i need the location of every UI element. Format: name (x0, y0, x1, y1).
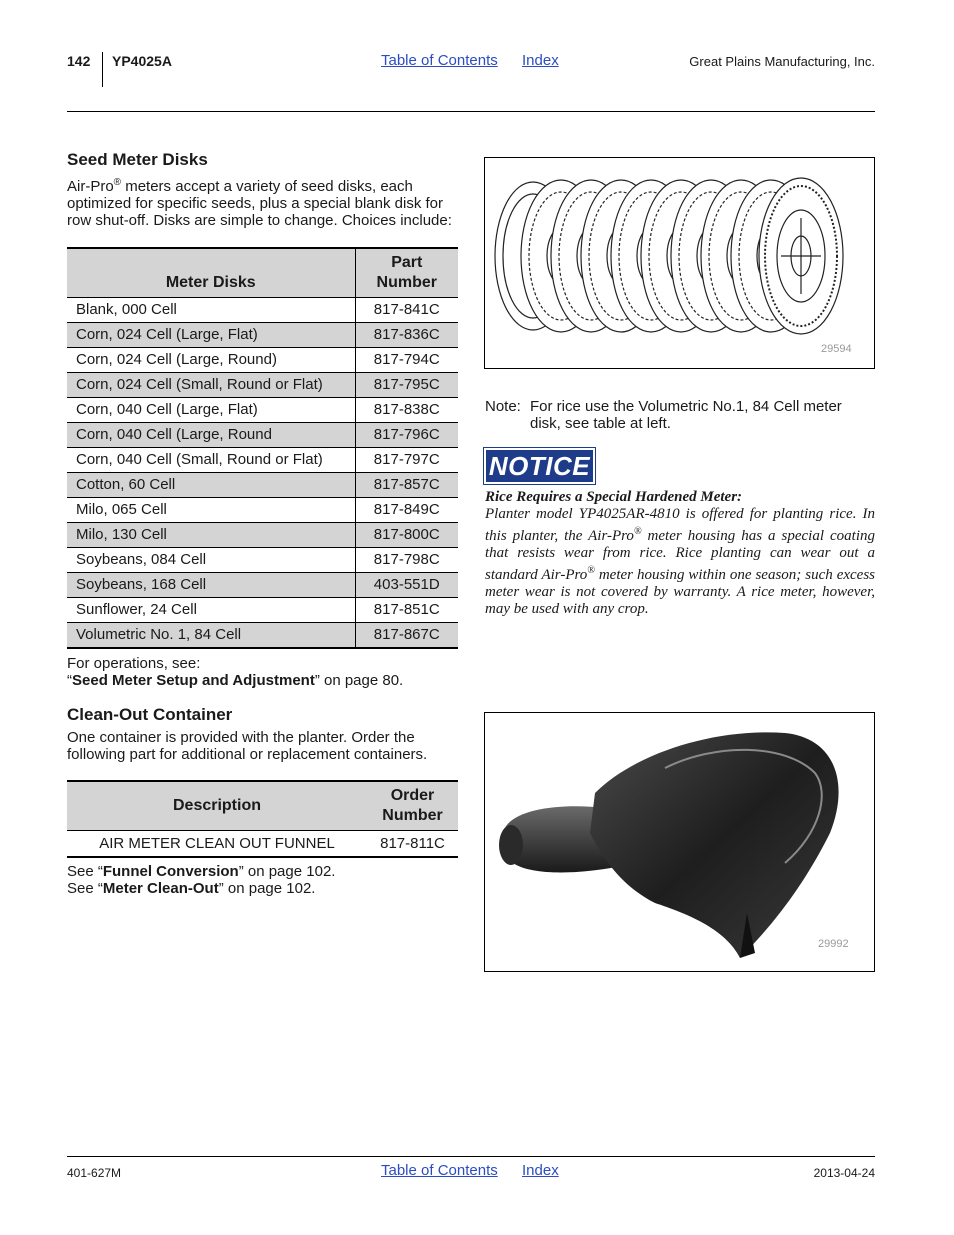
part-number: 817-838C (355, 398, 458, 423)
header-index-link[interactable]: Index (522, 52, 559, 69)
rice-note (485, 398, 875, 432)
part-number: 817-795C (355, 373, 458, 398)
meter-disk-name: Milo, 065 Cell (67, 498, 355, 523)
meter-disk-name: Soybeans, 084 Cell (67, 548, 355, 573)
notice-text-3: meter housing within one season; such excess meter wear is not covered by warranty. A rice meter, however, may be used with any crop. (485, 567, 875, 617)
meter-disks-body (67, 298, 458, 649)
registered-mark: ® (113, 177, 122, 188)
intro-text: meters accept a variety of seed disks, each optimized for specific seeds, plus a special blank disk for row shut-off. Disks are simple to change. Choices include: (67, 178, 452, 229)
figure-number-1: 29594 (821, 343, 852, 355)
part-number: 817-798C (355, 548, 458, 573)
meter-disk-name: Corn, 024 Cell (Large, Round) (67, 348, 355, 373)
note-text: For rice use the Volumetric No.1, 84 Cell meter disk, see table at left. (530, 398, 842, 432)
table-row (67, 423, 458, 448)
table-row (67, 473, 458, 498)
meter-disk-name: Milo, 130 Cell (67, 523, 355, 548)
table-row (67, 548, 458, 573)
notice-text-2: meter housing has a special coating that resists wear from rice. Rice planting can wear out a standard Air-Pro (485, 528, 875, 583)
table-row (67, 348, 458, 373)
col-part-line2: Number (376, 274, 437, 291)
table-row (67, 448, 458, 473)
table-row (67, 398, 458, 423)
footer-toc-link[interactable]: Table of Contents (381, 1162, 498, 1179)
seed-disks-figure (484, 157, 875, 369)
meter-disk-name: Sunflower, 24 Cell (67, 598, 355, 623)
notice-title: Rice Requires a Special Hardened Meter: (485, 489, 743, 505)
meter-disk-name: Corn, 040 Cell (Large, Round (67, 423, 355, 448)
meter-disk-name: Soybeans, 168 Cell (67, 573, 355, 598)
notice-badge: NOTICE (484, 448, 595, 484)
see2-post: ” on page 102. (218, 879, 316, 897)
ops-line1: For operations, see: (67, 655, 201, 672)
col-order-line1: Order (390, 787, 435, 804)
ops-quote-open: “ (67, 672, 72, 689)
notice-body (485, 489, 875, 618)
col-part-number (355, 248, 458, 298)
part-number: 817-836C (355, 323, 458, 348)
part-number: 817-851C (355, 598, 458, 623)
part-number: 817-797C (355, 448, 458, 473)
cleanout-title: Clean-Out Container (67, 705, 233, 724)
see1-post: ” on page 102. (238, 862, 336, 880)
page-number: 142 (67, 53, 91, 69)
meter-disk-name: Corn, 040 Cell (Large, Flat) (67, 398, 355, 423)
seed-meter-intro (67, 174, 459, 229)
company-name: Great Plains Manufacturing, Inc. (689, 54, 875, 69)
part-number: 817-857C (355, 473, 458, 498)
cleanout-section (67, 705, 459, 897)
intro-brand: Air-Pro (67, 178, 114, 195)
meter-cleanout-link[interactable]: Meter Clean-Out (102, 879, 219, 897)
col-order-line2: Number (382, 807, 443, 824)
cleanout-intro: One container is provided with the planter. Order the following part for additional or replacement containers. (67, 729, 428, 763)
col-order-number (367, 781, 458, 831)
meter-disk-name: Corn, 024 Cell (Large, Flat) (67, 323, 355, 348)
part-number: 817-841C (355, 298, 458, 323)
revision-date: 2013-04-24 (813, 1166, 875, 1180)
meter-disk-name: Blank, 000 Cell (67, 298, 355, 323)
figure-number-2: 29992 (818, 938, 849, 950)
seed-meter-section (67, 150, 459, 689)
see1-pre: See “ (67, 862, 103, 880)
header-rule (67, 111, 875, 112)
header-divider (102, 52, 103, 87)
meter-disk-name: Cotton, 60 Cell (67, 473, 355, 498)
part-number: 817-849C (355, 498, 458, 523)
page-header (67, 52, 875, 88)
page-footer (67, 1162, 875, 1182)
ops-link-text[interactable]: Seed Meter Setup and Adjustment (72, 672, 315, 689)
table-row (67, 323, 458, 348)
meter-disk-name: Corn, 024 Cell (Small, Round or Flat) (67, 373, 355, 398)
part-number: 817-800C (355, 523, 458, 548)
col-part-line1: Part (391, 254, 423, 271)
model-name: YP4025A (112, 53, 172, 69)
table-row (67, 498, 458, 523)
seed-disks-illustration (485, 158, 874, 368)
table-row (67, 373, 458, 398)
table-row (67, 298, 458, 323)
part-number: 403-551D (355, 573, 458, 598)
meter-disk-name: Volumetric No. 1, 84 Cell (67, 623, 355, 649)
cleanout-desc: AIR METER CLEAN OUT FUNNEL (67, 831, 367, 857)
registered-mark: ® (587, 565, 595, 576)
table-row (67, 598, 458, 623)
cleanout-table (67, 780, 458, 858)
table-row (67, 623, 458, 649)
operations-ref (67, 655, 459, 689)
see2-pre: See “ (67, 879, 103, 897)
doc-number: 401-627M (67, 1166, 122, 1180)
part-number: 817-794C (355, 348, 458, 373)
table-header-row (67, 248, 458, 298)
registered-mark: ® (633, 526, 642, 537)
table-row (67, 523, 458, 548)
ops-tail: ” on page 80. (314, 672, 404, 689)
header-toc-link[interactable]: Table of Contents (381, 52, 498, 69)
cleanout-funnel-figure (484, 712, 875, 972)
note-label: Note: (485, 398, 521, 415)
table-row (67, 831, 458, 857)
meter-disks-table (67, 247, 458, 649)
cleanout-number: 817-811C (367, 831, 458, 857)
cleanout-refs (67, 863, 459, 897)
notice-text-1: Planter model YP4025AR-4810 is offered for planting rice. In this planter, the Air-Pro (485, 506, 875, 544)
footer-rule (67, 1156, 875, 1157)
col-description: Description (67, 781, 367, 831)
part-number: 817-796C (355, 423, 458, 448)
table-header-row (67, 781, 458, 831)
seed-meter-title: Seed Meter Disks (67, 150, 208, 169)
col-meter-disks: Meter Disks (67, 248, 355, 298)
part-number: 817-867C (355, 623, 458, 649)
meter-disk-name: Corn, 040 Cell (Small, Round or Flat) (67, 448, 355, 473)
table-row (67, 573, 458, 598)
funnel-illustration (485, 713, 874, 971)
funnel-conversion-link[interactable]: Funnel Conversion (102, 862, 239, 880)
footer-index-link[interactable]: Index (522, 1162, 559, 1179)
